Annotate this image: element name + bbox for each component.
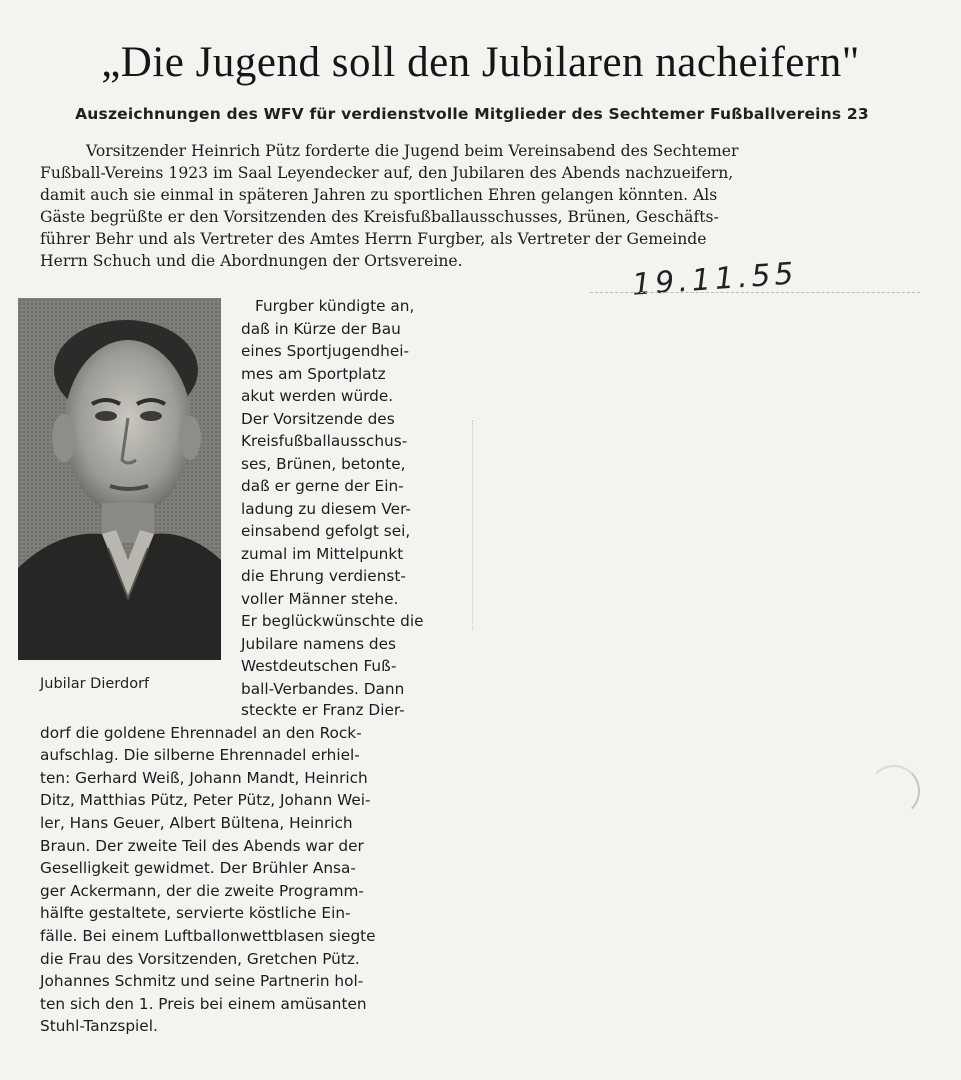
column-line: ses, Brünen, betonte, <box>241 454 406 473</box>
column-line: die Frau des Vorsitzenden, Gretchen Pütz. <box>40 949 360 968</box>
column-edge-mark <box>472 420 473 630</box>
column-line: Ditz, Matthias Pütz, Peter Pütz, Johann Wei- <box>40 791 371 810</box>
column-line: Der Vorsitzende des <box>241 409 395 428</box>
column-line: die Ehrung verdienst- <box>241 567 406 585</box>
paper-hole-mark <box>868 765 920 817</box>
intro-line: führer Behr und als Vertreter des Amtes Herrn Furgber, als Vertreter der Gemeinde <box>40 230 707 248</box>
column-line: Johannes Schmitz und seine Partnerin hol- <box>40 972 364 991</box>
intro-line: Gäste begrüßte er den Vorsitzenden des Kreisfußballausschusses, Brünen, Geschäfts- <box>40 208 719 226</box>
column-line: voller Männer stehe. <box>241 589 399 608</box>
column-line: daß in Kürze der Bau <box>241 319 401 338</box>
divider <box>590 292 920 293</box>
column-line: Braun. Der zweite Teil des Abends war der <box>40 836 364 855</box>
column-line: Jubilare namens des <box>241 634 397 653</box>
column-line: akut werden würde. <box>241 387 394 405</box>
column-line: Furgber kündigte an, <box>255 297 415 315</box>
article-column-bottom <box>40 699 467 1038</box>
column-line: aufschlag. Die silberne Ehrennadel erhiel- <box>40 746 360 765</box>
column-line: dorf die goldene Ehrennadel an den Rock- <box>40 723 362 742</box>
column-line: mes am Sportplatz <box>241 364 386 383</box>
portrait-image <box>18 298 221 660</box>
column-line: daß er gerne der Ein- <box>241 477 404 495</box>
column-line: Kreisfußballausschus- <box>241 432 408 450</box>
column-line: ler, Hans Geuer, Albert Bültena, Heinrich <box>40 813 353 832</box>
photo-caption: Jubilar Dierdorf <box>40 676 150 692</box>
headline: „Die Jugend soll den Jubilaren nacheifern" <box>101 39 860 86</box>
column-line: ball-Verbandes. Dann <box>241 679 405 698</box>
column-line: ten: Gerhard Weiß, Johann Mandt, Heinrich <box>40 768 368 787</box>
handwritten-date: 19.11.55 <box>630 256 799 303</box>
column-line: Geselligkeit gewidmet. Der Brühler Ansa- <box>40 859 356 878</box>
column-line: steckte er Franz Dier- <box>241 701 405 719</box>
intro-paragraph <box>40 140 935 272</box>
column-line: Stuhl-Tanzspiel. <box>40 1017 158 1036</box>
column-line: zumal im Mittelpunkt <box>241 544 404 563</box>
column-line: hälfte gestaltete, servierte köstliche Ein- <box>40 904 351 923</box>
column-line: Er beglückwünschte die <box>241 612 424 630</box>
portrait-photo <box>18 298 221 660</box>
intro-line: damit auch sie einmal in späteren Jahren zu sportlichen Ehren gelangen könnten. Als <box>40 186 718 204</box>
subheadline: Auszeichnungen des WFV für verdienstvolle Mitglieder des Sechtemer Fußballvereins 23 <box>75 105 869 123</box>
column-line: eines Sportjugendhei- <box>241 342 410 360</box>
intro-line: Vorsitzender Heinrich Pütz forderte die Jugend beim Vereinsabend des Sechtemer <box>86 142 739 160</box>
column-line: ger Ackermann, der die zweite Programm- <box>40 881 364 900</box>
intro-line: Herrn Schuch und die Abordnungen der Ortsvereine. <box>40 252 463 270</box>
column-line: fälle. Bei einem Luftballonwettblasen siegte <box>40 926 376 945</box>
column-line: ladung zu diesem Ver- <box>241 499 411 518</box>
column-line: Westdeutschen Fuß- <box>241 657 397 675</box>
intro-line: Fußball-Vereins 1923 im Saal Leyendecker auf, den Jubilaren des Abends nachzueifern, <box>40 164 734 182</box>
article-column-right <box>241 295 469 700</box>
column-line: ten sich den 1. Preis bei einem amüsanten <box>40 994 367 1013</box>
column-line: einsabend gefolgt sei, <box>241 522 411 540</box>
